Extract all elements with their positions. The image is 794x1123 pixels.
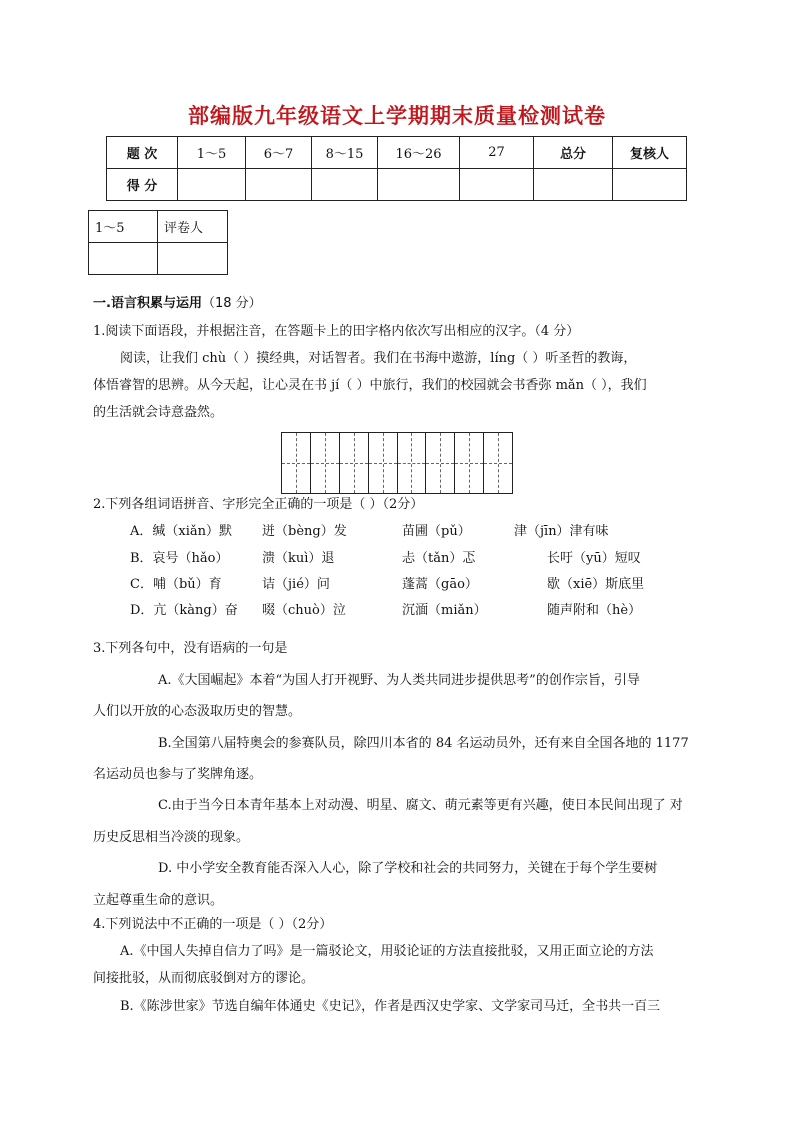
score-input-cell[interactable] xyxy=(534,169,613,201)
score-input-cell[interactable] xyxy=(178,169,246,201)
answer-grid-cell[interactable] xyxy=(484,433,512,493)
q4-option-a-line: A.《中国人失掉自信力了吗》是一篇驳论文，用驳论证的方法直接批驳，又用正面立论的方法 xyxy=(120,944,654,959)
q4-option-a-line: 间接批驳，从而彻底驳倒对方的谬论。 xyxy=(93,971,315,986)
q3-option-c-line: 历史反思相当冷淡的现象。 xyxy=(93,830,250,845)
answer-grid-cell[interactable] xyxy=(455,433,484,493)
score-row-label: 得 分 xyxy=(107,169,178,201)
q2-option-c-2: 诘（jié）问 xyxy=(262,577,330,592)
q3-option-c-line: C.由于当今日本青年基本上对动漫、明星、腐文、萌元素等更有兴趣，使日本民间出现了 对 xyxy=(158,798,683,813)
section-heading xyxy=(93,296,262,312)
score-cell: 27 xyxy=(460,137,534,169)
q2-option-b-1: B．哀号（hǎo） xyxy=(130,551,229,566)
q2-option-d-3: 沉湎（miǎn） xyxy=(402,603,487,618)
grader-score-cell[interactable] xyxy=(89,243,158,275)
section-title: 一.语言积累与运用 xyxy=(93,296,202,311)
q2-option-a-1: A．缄（xiǎn）默 xyxy=(130,524,233,539)
score-table-score-row xyxy=(107,169,687,201)
score-input-cell[interactable] xyxy=(312,169,378,201)
score-cell: 16～26 xyxy=(378,137,460,169)
answer-grid xyxy=(281,432,513,494)
score-cell: 题 次 xyxy=(107,137,178,169)
q2-option-b-3: 忐（tǎn）忑 xyxy=(402,551,476,566)
q2-option-c-4: 歇（xiē）斯底里 xyxy=(547,577,645,592)
question-1-passage-line: 体悟睿智的思辨。从今天起，让心灵在书 jí（ ）中旅行，我们的校园就会书香弥 mǎn（ ），我们 xyxy=(93,378,647,393)
answer-grid-cell[interactable] xyxy=(282,433,311,493)
answer-grid-cell[interactable] xyxy=(340,433,369,493)
q2-option-c-3: 蓬蒿（gāo） xyxy=(402,577,478,592)
score-cell: 6～7 xyxy=(246,137,312,169)
q3-option-a-line: A.《大国崛起》本着“为国人打开视野、为人类共同进步提供思考”的创作宗旨，引导 xyxy=(158,673,640,688)
question-1-stem: 1.阅读下面语段，并根据注音，在答题卡上的田字格内依次写出相应的汉字。（4 分） xyxy=(93,324,580,339)
q4-option-b-line: B.《陈涉世家》节选自编年体通史《史记》，作者是西汉史学家、文学家司马迁，全书共一百三 xyxy=(120,999,661,1014)
answer-grid-cell[interactable] xyxy=(311,433,340,493)
score-cell: 复核人 xyxy=(613,137,687,169)
score-table xyxy=(106,136,687,201)
score-input-cell[interactable] xyxy=(246,169,312,201)
grader-range: 1～5 xyxy=(89,211,158,243)
q3-option-b-line: 名运动员也参与了奖牌角逐。 xyxy=(93,767,263,782)
score-input-cell[interactable] xyxy=(613,169,687,201)
q2-option-d-2: 啜（chuò）泣 xyxy=(262,603,346,618)
q2-option-b-2: 溃（kuì）退 xyxy=(262,551,335,566)
score-input-cell[interactable] xyxy=(378,169,460,201)
q2-option-a-3: 苗圃（pǔ） xyxy=(402,524,471,539)
score-input-cell[interactable] xyxy=(460,169,534,201)
grader-label: 评卷人 xyxy=(158,211,228,243)
q2-option-b-4: 长吁（yū）短叹 xyxy=(547,551,641,566)
q2-option-d-1: D．亢（kàng）奋 xyxy=(130,603,238,618)
grader-name-cell[interactable] xyxy=(158,243,228,275)
score-cell: 8～15 xyxy=(312,137,378,169)
exam-title: 部编版九年级语文上学期期末质量检测试卷 xyxy=(188,103,606,128)
section-points: （18 分） xyxy=(201,296,262,311)
grader-table xyxy=(88,210,228,275)
q3-option-b-line: B.全国第八届特奥会的参赛队员，除四川本省的 84 名运动员外，还有来自全国各地的 1177 xyxy=(158,736,689,751)
question-1-passage-line: 的生活就会诗意盎然。 xyxy=(93,405,224,420)
question-2-stem: 2.下列各组词语拼音、字形完全正确的一项是（ ）（2分） xyxy=(93,497,424,512)
q2-option-d-4: 随声附和（hè） xyxy=(547,603,642,618)
q3-option-a-line: 人们以开放的心态汲取历史的智慧。 xyxy=(93,704,302,719)
q3-option-d-line: D. 中小学安全教育能否深入人心，除了学校和社会的共同努力，关键在于每个学生要树 xyxy=(158,861,658,876)
score-cell: 总分 xyxy=(534,137,613,169)
question-3-stem: 3.下列各句中，没有语病的一句是 xyxy=(93,641,288,656)
answer-grid-cell[interactable] xyxy=(426,433,455,493)
question-1-passage-line: 阅读，让我们 chù（ ）摸经典，对话智者。我们在书海中遨游，líng（ ）听圣哲的教诲， xyxy=(120,351,637,366)
q3-option-d-line: 立起尊重生命的意识。 xyxy=(93,893,224,908)
score-table-header-row xyxy=(107,137,687,169)
q2-option-a-4: 津（jīn）津有味 xyxy=(514,524,609,539)
q2-option-c-1: C．哺（bǔ）育 xyxy=(130,577,222,592)
q2-option-a-2: 迸（bèng）发 xyxy=(262,524,347,539)
answer-grid-cell[interactable] xyxy=(369,433,398,493)
score-cell: 1～5 xyxy=(178,137,246,169)
question-4-stem: 4.下列说法中不正确的一项是（ ）（2分） xyxy=(93,917,333,932)
answer-grid-cell[interactable] xyxy=(398,433,427,493)
